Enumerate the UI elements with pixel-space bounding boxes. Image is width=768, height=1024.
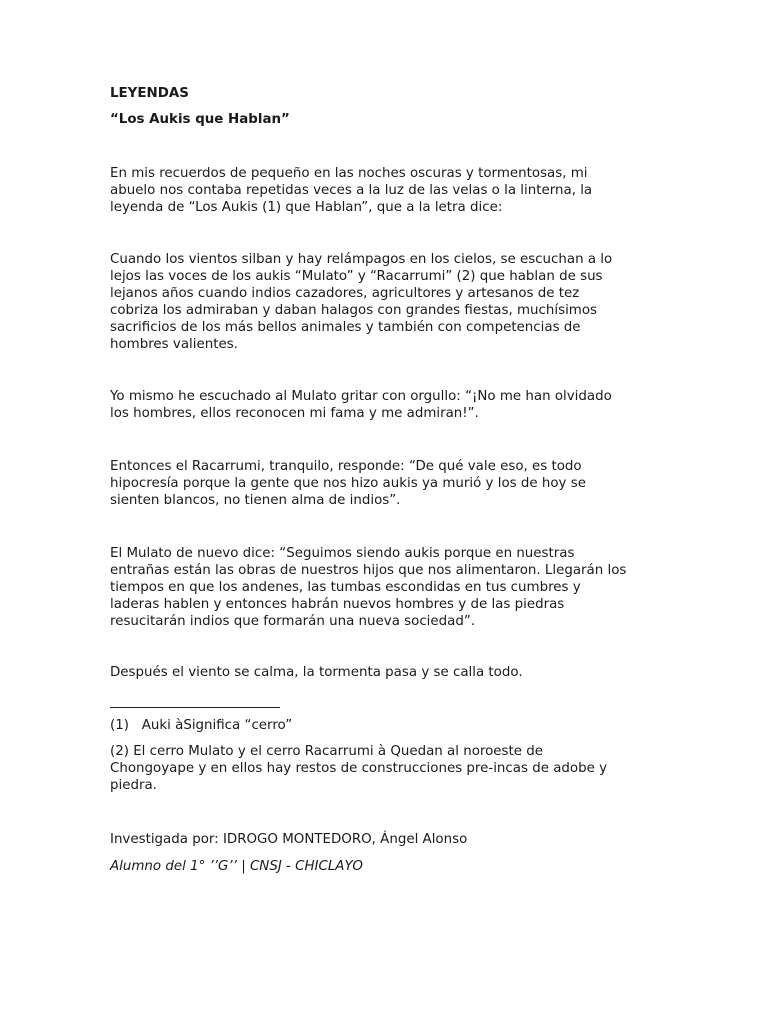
paragraph-line: hombres valientes. [110,337,238,352]
paragraph-line: leyenda de “Los Aukis (1) que Hablan”, que a la letra dice: [110,200,503,215]
paragraph-line: sacrificios de los más bellos animales y también con competencias de [110,320,581,335]
paragraph-line: hipocresía porque la gente que nos hizo aukis ya murió y los de hoy se [110,476,586,491]
footnote-2 [110,743,662,794]
footnote-line: (2) El cerro Mulato y el cerro Racarrumi à Quedan al noroeste de [110,744,543,759]
heading: LEYENDAS [110,86,189,101]
footnote-separator [110,707,280,708]
paragraph-mulato-again [110,545,662,630]
footnote-line: piedra. [110,778,157,793]
paragraph-line: Después el viento se calma, la tormenta pasa y se calla todo. [110,665,523,680]
paragraph-racarrumi-reply [110,458,662,509]
paragraph-line: entrañas están las obras de nuestros hijos que nos alimentaron. Llegarán los [110,563,627,578]
paragraph-mulato-shout [110,388,662,422]
paragraph-line: sienten blancos, no tienen alma de indios”. [110,493,401,508]
paragraph-line: resucitarán indios que formarán una nueva sociedad”. [110,614,476,629]
author-credit: Investigada por: IDROGO MONTEDORO, Ángel Alonso [110,832,468,847]
story-title: “Los Aukis que Hablan” [110,112,290,127]
paragraph-line: Entonces el Racarrumi, tranquilo, responde: “De qué vale eso, es todo [110,459,582,474]
paragraph-intro [110,165,662,216]
paragraph-line: lejanos años cuando indios cazadores, agricultores y artesanos de tez [110,286,580,301]
paragraph-line: abuelo nos contaba repetidas veces a la luz de las velas o la linterna, la [110,183,593,198]
paragraph-line: laderas hablen y entonces habrán nuevos hombres y de las piedras [110,597,565,612]
footnote-1: (1) Auki àSignifica “cerro” [110,718,293,733]
paragraph-line: En mis recuerdos de pequeño en las noches oscuras y tormentosas, mi [110,166,588,181]
paragraph-line: lejos las voces de los aukis “Mulato” y “Racarrumi” (2) que hablan de sus [110,269,603,284]
paragraph-line: Cuando los vientos silban y hay relámpagos en los cielos, se escuchan a lo [110,252,613,267]
paragraph-line: tiempos en que los andenes, las tumbas escondidas en tus cumbres y [110,580,581,595]
paragraph-ending [110,664,662,681]
paragraph-winds [110,251,662,353]
paragraph-line: los hombres, ellos reconocen mi fama y me admiran!”. [110,406,479,421]
footnote-line: Chongoyape y en ellos hay restos de construcciones pre-incas de adobe y [110,761,608,776]
paragraph-line: cobriza los admiraban y daban halagos con grandes fiestas, muchísimos [110,303,597,318]
student-info: Alumno del 1° ’’G’’ | CNSJ - CHICLAYO [110,859,363,874]
paragraph-line: El Mulato de nuevo dice: “Seguimos siendo aukis porque en nuestras [110,546,575,561]
paragraph-line: Yo mismo he escuchado al Mulato gritar con orgullo: “¡No me han olvidado [110,389,612,404]
